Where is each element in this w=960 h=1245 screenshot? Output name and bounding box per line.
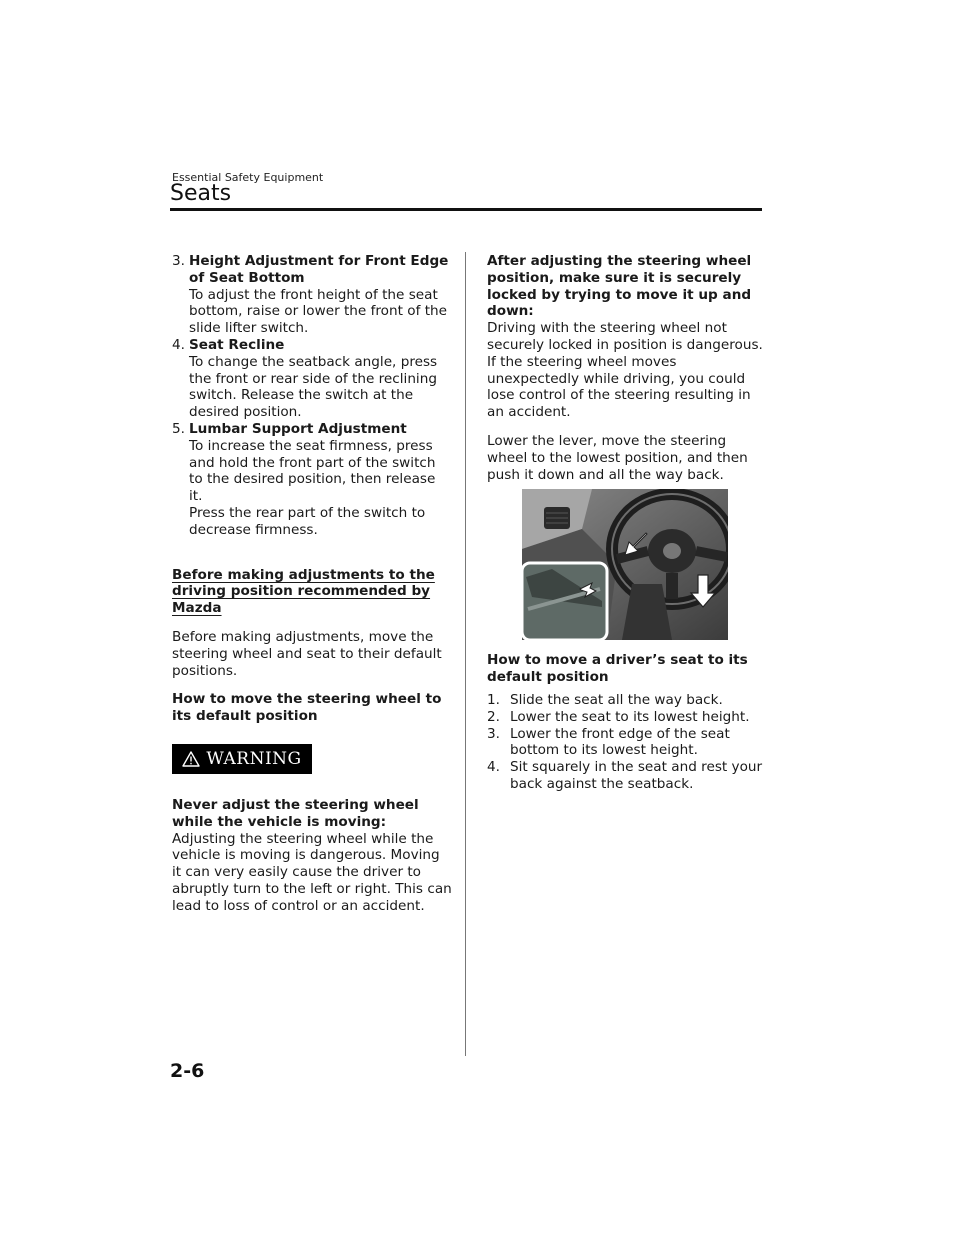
list-item-height-front-edge — [172, 253, 452, 337]
list-item — [487, 759, 765, 793]
list-item — [487, 726, 765, 760]
lever-instructions: Lower the lever, move the steering wheel to the lowest position, and then push it down and all the way back. — [487, 432, 748, 483]
page-title: Seats — [170, 181, 232, 206]
step-number: 1. — [487, 691, 500, 708]
step-text: Lower the front edge of the seat bottom to its lowest height. — [510, 725, 730, 759]
warning-title: Never adjust the steering wheel while the vehicle is moving: — [172, 796, 419, 830]
warning-badge — [172, 744, 312, 774]
list-item-lumbar-support — [172, 421, 452, 539]
page-number: 2-6 — [170, 1060, 205, 1082]
item-title: Seat Recline — [189, 336, 285, 353]
item-number: 5. — [172, 420, 185, 437]
list-item — [487, 709, 765, 726]
item-title: Height Adjustment for Front Edge of Seat Bottom — [189, 253, 449, 286]
item-body: To increase the seat firmness, press and hold the front part of the switch to the desired position, then release it. — [189, 437, 436, 505]
before-adjustments-text: Before making adjustments, move the steering wheel and seat to their default positions. — [172, 628, 442, 679]
warning-label: WARNING — [206, 748, 302, 769]
item-body-continued: Press the rear part of the switch to decrease firmness. — [189, 504, 426, 538]
before-adjustments-heading: Before making adjustments to the driving position recommended by Mazda — [172, 566, 435, 617]
steering-default-heading: How to move the steering wheel to its default position — [172, 691, 442, 725]
steering-wheel-lever-illustration — [522, 489, 728, 640]
step-number: 4. — [487, 759, 500, 776]
item-body: To change the seatback angle, press the front or rear side of the reclining switch. Release the switch at the desired position. — [189, 353, 438, 421]
list-item-seat-recline — [172, 337, 452, 421]
seat-default-heading: How to move a driver’s seat to its default position — [487, 652, 748, 686]
column-divider — [465, 252, 466, 1056]
caution-text: Driving with the steering wheel not securely locked in position is dangerous. If the steering wheel moves unexpectedly while driving, you could lose control of the steering resulting in an accident. — [487, 320, 763, 421]
item-number: 4. — [172, 336, 185, 353]
item-title: Lumbar Support Adjustment — [189, 420, 407, 437]
step-text: Slide the seat all the way back. — [510, 691, 723, 708]
list-item — [487, 692, 765, 709]
step-number: 3. — [487, 725, 500, 742]
right-column — [487, 253, 765, 793]
caution-title: After adjusting the steering wheel position, make sure it is securely locked by trying to move it up and down: — [487, 253, 752, 320]
item-body: To adjust the front height of the seat bottom, raise or lower the front of the slide lifter switch. — [189, 286, 448, 337]
warning-text: Adjusting the steering wheel while the vehicle is moving is dangerous. Moving it can very easily cause the driver to abruptly turn to the left or right. This can lead to loss of control or an accident. — [172, 830, 452, 914]
section-label: Essential Safety Equipment — [172, 171, 324, 184]
title-rule — [170, 208, 762, 211]
step-number: 2. — [487, 708, 500, 725]
step-text: Sit squarely in the seat and rest your back against the seatback. — [510, 759, 763, 792]
warning-triangle-icon — [182, 751, 200, 767]
step-text: Lower the seat to its lowest height. — [510, 708, 750, 725]
left-column — [172, 253, 452, 915]
item-number: 3. — [172, 253, 185, 269]
